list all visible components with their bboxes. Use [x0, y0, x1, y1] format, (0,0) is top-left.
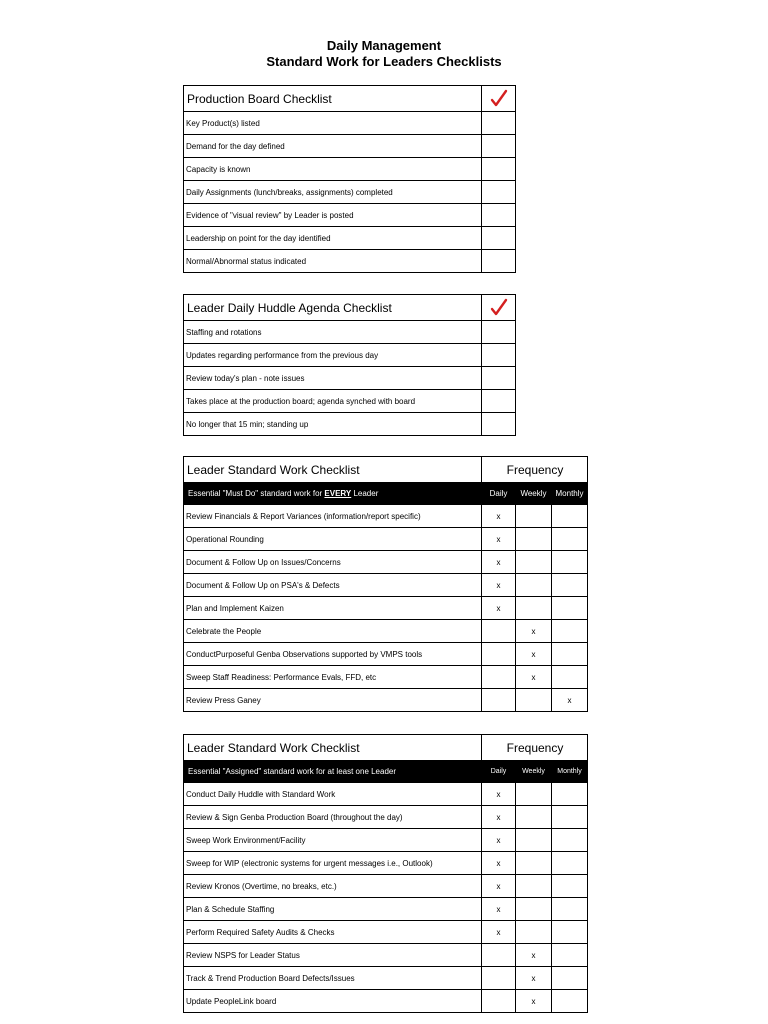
checklist-checkbox-cell[interactable] — [482, 135, 516, 158]
task-row — [184, 666, 588, 689]
frequency-monthly-cell[interactable] — [552, 597, 588, 620]
col-daily-header: Daily — [482, 761, 516, 783]
lsw-every-frequency-label: Frequency — [482, 457, 588, 483]
production-board-checklist — [183, 85, 516, 273]
task-row — [184, 597, 588, 620]
frequency-weekly-cell[interactable]: x — [516, 620, 552, 643]
red-checkmark-icon — [489, 298, 509, 318]
checklist-item-label: Demand for the day defined — [184, 135, 482, 158]
frequency-weekly-cell[interactable] — [516, 551, 552, 574]
task-label: Review Kronos (Overtime, no breaks, etc.) — [184, 875, 482, 898]
lsw-every-title: Leader Standard Work Checklist — [184, 457, 482, 483]
checklist-item-label: Daily Assignments (lunch/breaks, assignments) completed — [184, 181, 482, 204]
frequency-monthly-cell[interactable] — [552, 666, 588, 689]
title-line-2: Standard Work for Leaders Checklists — [266, 54, 502, 69]
frequency-weekly-cell[interactable]: x — [516, 944, 552, 967]
frequency-daily-cell[interactable] — [482, 689, 516, 712]
frequency-daily-cell[interactable]: x — [482, 875, 516, 898]
task-label: Conduct Daily Huddle with Standard Work — [184, 783, 482, 806]
task-row — [184, 875, 588, 898]
lsw-assigned-rows — [184, 783, 588, 1013]
frequency-monthly-cell[interactable] — [552, 643, 588, 666]
checklist-item-label: Staffing and rotations — [184, 321, 482, 344]
checklist-item-label: Takes place at the production board; agenda synched with board — [184, 390, 482, 413]
lsw-assigned-frequency-label: Frequency — [482, 735, 588, 761]
frequency-daily-cell[interactable]: x — [482, 597, 516, 620]
col-monthly-header: Monthly — [552, 483, 588, 505]
frequency-daily-cell[interactable] — [482, 620, 516, 643]
task-label: Plan & Schedule Staffing — [184, 898, 482, 921]
frequency-weekly-cell[interactable] — [516, 829, 552, 852]
production-board-items — [184, 112, 516, 273]
frequency-weekly-cell[interactable]: x — [516, 666, 552, 689]
task-row — [184, 551, 588, 574]
title-line-1: Daily Management — [326, 38, 442, 53]
frequency-daily-cell[interactable]: x — [482, 505, 516, 528]
frequency-weekly-cell[interactable] — [516, 689, 552, 712]
frequency-weekly-cell[interactable] — [516, 806, 552, 829]
lsw-every-header-row — [184, 457, 588, 483]
frequency-monthly-cell[interactable] — [552, 505, 588, 528]
checklist-checkbox-cell[interactable] — [482, 413, 516, 436]
checklist-row — [184, 250, 516, 273]
frequency-daily-cell[interactable]: x — [482, 806, 516, 829]
frequency-daily-cell[interactable]: x — [482, 551, 516, 574]
frequency-weekly-cell[interactable] — [516, 505, 552, 528]
frequency-weekly-cell[interactable]: x — [516, 990, 552, 1013]
task-row — [184, 967, 588, 990]
checklist-row — [184, 135, 516, 158]
frequency-daily-cell[interactable]: x — [482, 528, 516, 551]
checklist-item-label: Capacity is known — [184, 158, 482, 181]
frequency-weekly-cell[interactable]: x — [516, 967, 552, 990]
task-row — [184, 643, 588, 666]
production-board-header-row — [184, 86, 516, 112]
checklist-checkbox-cell[interactable] — [482, 250, 516, 273]
checklist-checkbox-cell[interactable] — [482, 344, 516, 367]
task-row — [184, 620, 588, 643]
task-row — [184, 990, 588, 1013]
frequency-monthly-cell[interactable] — [552, 852, 588, 875]
band-emphasis: EVERY — [324, 489, 352, 498]
lsw-every-band-row — [184, 483, 588, 505]
frequency-daily-cell[interactable]: x — [482, 829, 516, 852]
task-label: Review Financials & Report Variances (information/report specific) — [184, 505, 482, 528]
frequency-monthly-cell[interactable] — [552, 898, 588, 921]
task-row — [184, 528, 588, 551]
task-label: Celebrate the People — [184, 620, 482, 643]
frequency-monthly-cell[interactable] — [552, 921, 588, 944]
task-label: Operational Rounding — [184, 528, 482, 551]
frequency-monthly-cell[interactable] — [552, 551, 588, 574]
frequency-daily-cell[interactable]: x — [482, 898, 516, 921]
checklist-row — [184, 204, 516, 227]
frequency-weekly-cell[interactable] — [516, 921, 552, 944]
lsw-assigned-title: Leader Standard Work Checklist — [184, 735, 482, 761]
frequency-monthly-cell[interactable] — [552, 806, 588, 829]
task-row — [184, 574, 588, 597]
col-weekly-header: Weekly — [516, 483, 552, 505]
task-row — [184, 689, 588, 712]
band-suffix: Leader — [351, 489, 379, 498]
checklist-row — [184, 413, 516, 436]
task-label: Review Press Ganey — [184, 689, 482, 712]
task-label: Sweep Staff Readiness: Performance Evals, FFD, etc — [184, 666, 482, 689]
frequency-weekly-cell[interactable] — [516, 597, 552, 620]
checklist-row — [184, 181, 516, 204]
frequency-monthly-cell[interactable] — [552, 574, 588, 597]
band-prefix: Essential "Must Do" standard work for — [188, 489, 325, 498]
frequency-monthly-cell[interactable] — [552, 783, 588, 806]
frequency-monthly-cell[interactable] — [552, 990, 588, 1013]
checklist-checkbox-cell[interactable] — [482, 204, 516, 227]
col-monthly-header: Monthly — [552, 761, 588, 783]
task-row — [184, 921, 588, 944]
frequency-daily-cell[interactable]: x — [482, 574, 516, 597]
task-row — [184, 852, 588, 875]
huddle-title: Leader Daily Huddle Agenda Checklist — [184, 295, 482, 321]
production-board-title: Production Board Checklist — [184, 86, 482, 112]
frequency-monthly-cell[interactable] — [552, 829, 588, 852]
task-label: Update PeopleLink board — [184, 990, 482, 1013]
task-label: Review NSPS for Leader Status — [184, 944, 482, 967]
checklist-row — [184, 112, 516, 135]
task-label: Document & Follow Up on PSA's & Defects — [184, 574, 482, 597]
frequency-weekly-cell[interactable] — [516, 574, 552, 597]
checklist-item-label: Evidence of "visual review" by Leader is posted — [184, 204, 482, 227]
lsw-every-rows — [184, 505, 588, 712]
task-row — [184, 783, 588, 806]
frequency-weekly-cell[interactable] — [516, 875, 552, 898]
checklist-checkbox-cell[interactable] — [482, 112, 516, 135]
frequency-weekly-cell[interactable]: x — [516, 643, 552, 666]
leader-standard-work-assigned-checklist — [183, 734, 588, 1013]
frequency-monthly-cell[interactable] — [552, 944, 588, 967]
col-weekly-header: Weekly — [516, 761, 552, 783]
frequency-weekly-cell[interactable] — [516, 783, 552, 806]
checklist-checkbox-cell[interactable] — [482, 158, 516, 181]
task-label: Perform Required Safety Audits & Checks — [184, 921, 482, 944]
huddle-header-row — [184, 295, 516, 321]
checklist-checkbox-cell[interactable] — [482, 181, 516, 204]
task-label: Sweep Work Environment/Facility — [184, 829, 482, 852]
checklist-item-label: No longer that 15 min; standing up — [184, 413, 482, 436]
lsw-assigned-band-row — [184, 761, 588, 783]
task-row — [184, 829, 588, 852]
frequency-daily-cell[interactable] — [482, 967, 516, 990]
checklist-row — [184, 390, 516, 413]
checklist-checkbox-cell[interactable] — [482, 321, 516, 344]
frequency-weekly-cell[interactable] — [516, 898, 552, 921]
checklist-row — [184, 344, 516, 367]
leader-standard-work-every-checklist — [183, 456, 588, 712]
huddle-items — [184, 321, 516, 436]
task-label: Document & Follow Up on Issues/Concerns — [184, 551, 482, 574]
frequency-monthly-cell[interactable] — [552, 967, 588, 990]
lsw-every-band-text — [184, 483, 482, 505]
checklist-row — [184, 227, 516, 250]
task-label: Track & Trend Production Board Defects/Issues — [184, 967, 482, 990]
task-row — [184, 898, 588, 921]
frequency-monthly-cell[interactable] — [552, 875, 588, 898]
frequency-monthly-cell[interactable]: x — [552, 689, 588, 712]
red-checkmark-icon — [489, 89, 509, 109]
frequency-daily-cell[interactable]: x — [482, 783, 516, 806]
frequency-daily-cell[interactable]: x — [482, 921, 516, 944]
document-title — [0, 38, 768, 70]
checklist-item-label: Leadership on point for the day identified — [184, 227, 482, 250]
frequency-daily-cell[interactable]: x — [482, 852, 516, 875]
huddle-check-cell — [482, 295, 516, 321]
task-row — [184, 944, 588, 967]
lsw-assigned-header-row — [184, 735, 588, 761]
checklist-row — [184, 158, 516, 181]
frequency-daily-cell[interactable] — [482, 990, 516, 1013]
frequency-weekly-cell[interactable] — [516, 528, 552, 551]
frequency-monthly-cell[interactable] — [552, 620, 588, 643]
frequency-daily-cell[interactable] — [482, 643, 516, 666]
checklist-item-label: Updates regarding performance from the previous day — [184, 344, 482, 367]
checklist-item-label: Normal/Abnormal status indicated — [184, 250, 482, 273]
lsw-assigned-band-text: Essential "Assigned" standard work for at least one Leader — [184, 761, 482, 783]
frequency-weekly-cell[interactable] — [516, 852, 552, 875]
task-row — [184, 505, 588, 528]
task-label: ConductPurposeful Genba Observations supported by VMPS tools — [184, 643, 482, 666]
checklist-checkbox-cell[interactable] — [482, 227, 516, 250]
checklist-checkbox-cell[interactable] — [482, 390, 516, 413]
task-label: Sweep for WIP (electronic systems for urgent messages i.e., Outlook) — [184, 852, 482, 875]
huddle-agenda-checklist — [183, 294, 516, 436]
frequency-monthly-cell[interactable] — [552, 528, 588, 551]
production-board-check-cell — [482, 86, 516, 112]
checklist-row — [184, 321, 516, 344]
checklist-item-label: Review today's plan - note issues — [184, 367, 482, 390]
frequency-daily-cell[interactable] — [482, 666, 516, 689]
task-label: Review & Sign Genba Production Board (throughout the day) — [184, 806, 482, 829]
task-row — [184, 806, 588, 829]
task-label: Plan and Implement Kaizen — [184, 597, 482, 620]
checklist-row — [184, 367, 516, 390]
frequency-daily-cell[interactable] — [482, 944, 516, 967]
checklist-item-label: Key Product(s) listed — [184, 112, 482, 135]
col-daily-header: Daily — [482, 483, 516, 505]
checklist-checkbox-cell[interactable] — [482, 367, 516, 390]
